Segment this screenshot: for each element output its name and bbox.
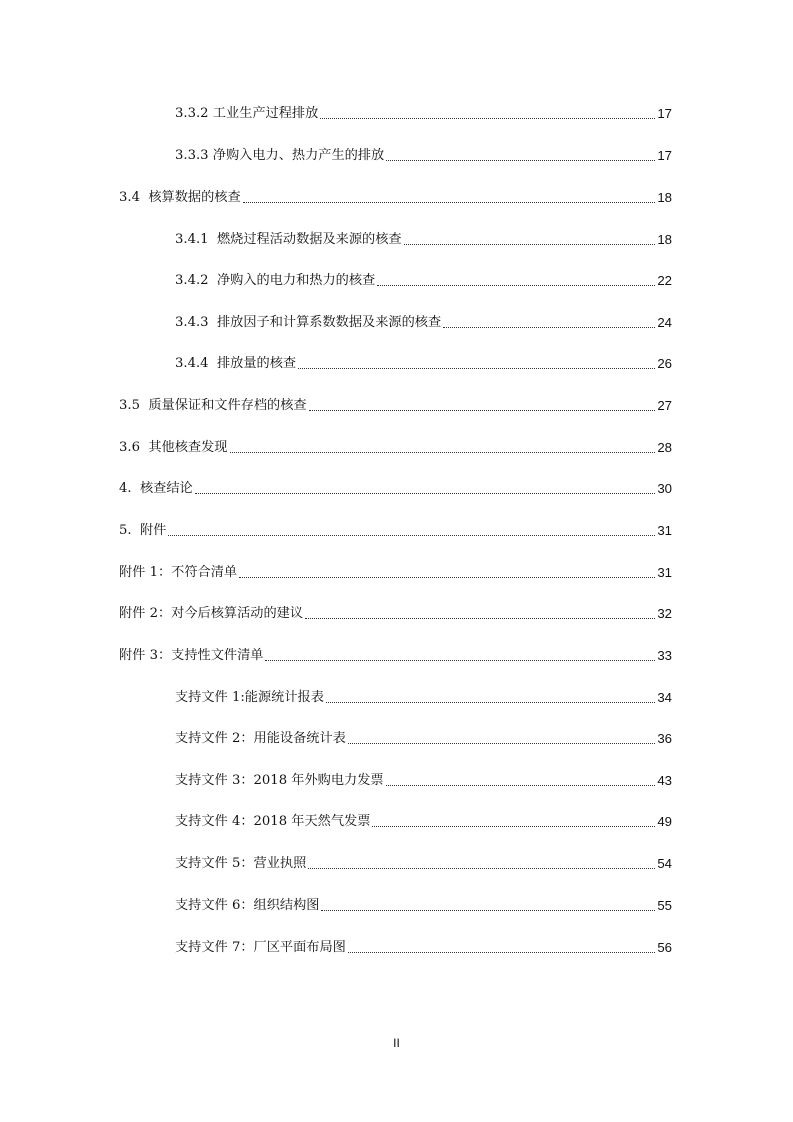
toc-leader-dots bbox=[321, 910, 655, 911]
toc-entry-title: 支持文件 6：组织结构图 bbox=[175, 898, 320, 913]
toc-leader-dots bbox=[320, 118, 655, 119]
toc-entry[interactable] bbox=[175, 769, 672, 793]
toc-leader-dots bbox=[308, 868, 655, 869]
toc-entry-number: 5. bbox=[119, 523, 132, 538]
toc-entry[interactable] bbox=[175, 352, 672, 376]
toc-entry[interactable] bbox=[175, 936, 672, 960]
toc-leader-dots bbox=[386, 785, 656, 786]
toc-entry-title: 附件 bbox=[139, 523, 167, 538]
toc-entry-title: 附件 3：支持性文件清单 bbox=[119, 648, 264, 663]
toc-entry-title: 工业生产过程排放 bbox=[212, 106, 319, 121]
toc-leader-dots bbox=[309, 410, 656, 411]
toc-entry[interactable] bbox=[175, 810, 672, 834]
toc-entry-page: 33 bbox=[657, 648, 672, 663]
toc-entry[interactable] bbox=[175, 727, 672, 751]
toc-entry[interactable] bbox=[119, 436, 672, 460]
toc-entry-title: 支持文件 1:能源统计报表 bbox=[175, 690, 324, 705]
toc-entry-number: 3.3.3 bbox=[175, 148, 209, 163]
toc-leader-dots bbox=[377, 285, 655, 286]
toc-entry[interactable] bbox=[175, 228, 672, 252]
toc-entry-page: 34 bbox=[657, 690, 672, 705]
toc-entry[interactable] bbox=[119, 186, 672, 210]
toc-entry[interactable] bbox=[119, 644, 672, 668]
toc-entry-title: 排放因子和计算系数数据及来源的核查 bbox=[216, 315, 442, 330]
toc-entry[interactable] bbox=[175, 686, 672, 710]
toc-entry-page: 22 bbox=[657, 273, 672, 288]
toc-entry-page: 36 bbox=[657, 731, 672, 746]
toc-entry-page: 30 bbox=[657, 481, 672, 496]
toc-leader-dots bbox=[230, 452, 656, 453]
toc-entry-page: 43 bbox=[657, 773, 672, 788]
toc-entry-title: 支持文件 5：营业执照 bbox=[175, 856, 307, 871]
toc-leader-dots bbox=[348, 743, 655, 744]
toc-entry[interactable] bbox=[119, 602, 672, 626]
toc-entry-number: 3.4.2 bbox=[175, 273, 209, 288]
toc-leader-dots bbox=[326, 702, 655, 703]
toc-entry-title: 支持文件 2：用能设备统计表 bbox=[175, 731, 346, 746]
toc-leader-dots bbox=[168, 535, 655, 536]
toc-leader-dots bbox=[372, 826, 655, 827]
toc-entry-title: 核算数据的核查 bbox=[148, 190, 241, 205]
toc-entry-number: 3.4.3 bbox=[175, 315, 209, 330]
toc-entry-title: 其他核查发现 bbox=[148, 440, 228, 455]
toc-leader-dots bbox=[298, 368, 655, 369]
toc-entry-number: 3.4.1 bbox=[175, 232, 209, 247]
toc-entry[interactable] bbox=[175, 269, 672, 293]
toc-leader-dots bbox=[265, 660, 655, 661]
toc-entry[interactable] bbox=[175, 894, 672, 918]
toc-entry-page: 54 bbox=[657, 856, 672, 871]
toc-entry-title: 排放量的核查 bbox=[216, 356, 297, 371]
toc-entry-page: 31 bbox=[657, 565, 672, 580]
toc-entry[interactable] bbox=[119, 519, 672, 543]
toc-leader-dots bbox=[239, 577, 655, 578]
toc-entry-number: 3.4.4 bbox=[175, 356, 209, 371]
toc-entry-title: 支持文件 4：2018 年天然气发票 bbox=[175, 814, 371, 829]
toc-entry-title: 支持文件 7：厂区平面布局图 bbox=[175, 940, 346, 955]
toc-entry[interactable] bbox=[119, 394, 672, 418]
toc-entry-number: 3.4 bbox=[119, 190, 140, 205]
toc-entry-page: 49 bbox=[657, 814, 672, 829]
toc-entry-number: 3.6 bbox=[119, 440, 140, 455]
toc-entry-page: 27 bbox=[657, 398, 672, 413]
toc-entry-number: 3.3.2 bbox=[175, 106, 209, 121]
toc-entry-title: 净购入电力、热力产生的排放 bbox=[212, 148, 385, 163]
toc-leader-dots bbox=[305, 618, 655, 619]
toc-leader-dots bbox=[243, 202, 656, 203]
toc-entry-title: 质量保证和文件存档的核查 bbox=[148, 398, 307, 413]
toc-entry-page: 28 bbox=[657, 440, 672, 455]
toc-entry-title: 燃烧过程活动数据及来源的核查 bbox=[216, 232, 402, 247]
toc-entry-title: 附件 2：对今后核算活动的建议 bbox=[119, 606, 304, 621]
toc-entry-page: 18 bbox=[657, 190, 672, 205]
toc-entry-page: 32 bbox=[657, 606, 672, 621]
toc-entry-page: 31 bbox=[657, 523, 672, 538]
toc-entry-page: 55 bbox=[657, 898, 672, 913]
toc-entry-page: 24 bbox=[657, 315, 672, 330]
toc-leader-dots bbox=[386, 160, 655, 161]
page-number: II bbox=[393, 1036, 400, 1050]
toc-entry-title: 净购入的电力和热力的核查 bbox=[216, 273, 376, 288]
toc-entry-number: 4. bbox=[119, 481, 132, 496]
toc-leader-dots bbox=[195, 493, 656, 494]
toc-entry-page: 17 bbox=[657, 148, 672, 163]
toc-entry-page: 17 bbox=[657, 106, 672, 121]
toc-leader-dots bbox=[443, 327, 655, 328]
toc-leader-dots bbox=[348, 952, 655, 953]
toc-entry[interactable] bbox=[119, 477, 672, 501]
toc-leader-dots bbox=[404, 244, 656, 245]
toc-entry-page: 26 bbox=[657, 356, 672, 371]
toc-entry[interactable] bbox=[175, 852, 672, 876]
toc-entry[interactable] bbox=[175, 144, 672, 168]
toc-entry[interactable] bbox=[175, 102, 672, 126]
toc-entry-title: 核查结论 bbox=[139, 481, 193, 496]
toc-entry-page: 18 bbox=[657, 232, 672, 247]
toc-entry-title: 附件 1：不符合清单 bbox=[119, 565, 238, 580]
toc-entry-number: 3.5 bbox=[119, 398, 140, 413]
toc-entry-page: 56 bbox=[657, 940, 672, 955]
toc-entry[interactable] bbox=[119, 561, 672, 585]
toc-entry-title: 支持文件 3：2018 年外购电力发票 bbox=[175, 773, 384, 788]
toc-entry[interactable] bbox=[175, 311, 672, 335]
